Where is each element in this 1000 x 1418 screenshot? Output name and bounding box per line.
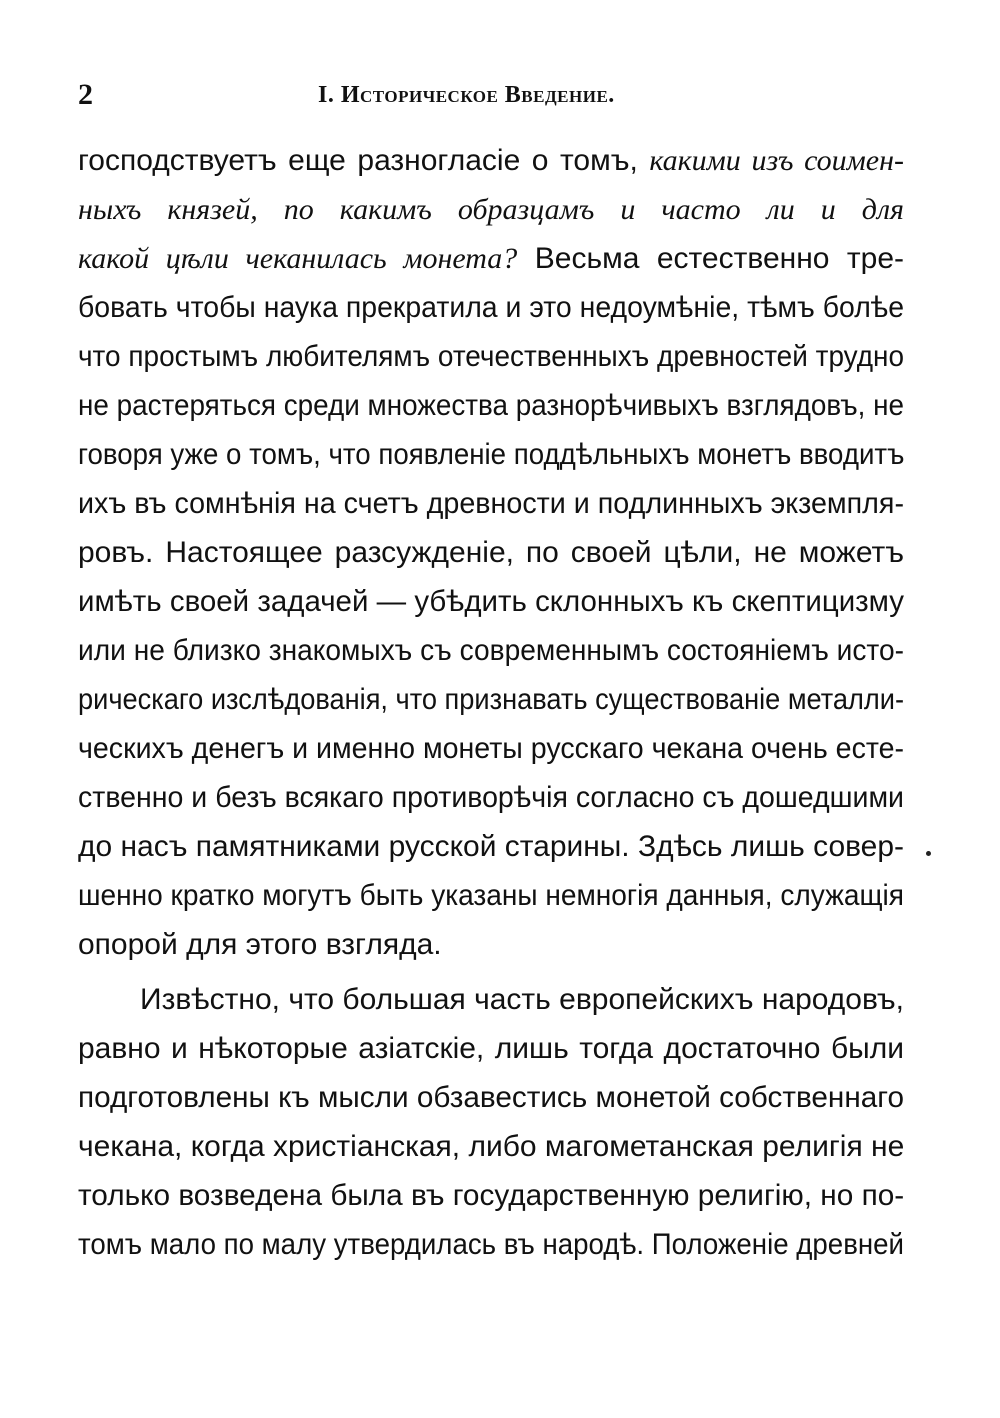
text-line xyxy=(78,626,904,675)
text-line xyxy=(78,1220,904,1269)
body-text xyxy=(78,136,904,1269)
text-line xyxy=(78,577,904,626)
text-line xyxy=(78,1171,904,1220)
text-run: господствуетъ еще разногласіе о томъ, xyxy=(78,144,650,177)
text-run: имѣть своей задачей — убѣдить склонныхъ къ скептицизму xyxy=(78,585,904,618)
paragraph xyxy=(78,969,904,1269)
text-run: подготовлены къ мысли обзавестись монетой собственнаго xyxy=(78,1081,904,1114)
text-run: или не близко знакомыхъ съ современнымъ состояніемъ исто- xyxy=(78,634,904,667)
ink-speck xyxy=(926,851,931,856)
text-run: опорой для этого взгляда. xyxy=(78,928,442,961)
text-line xyxy=(78,1073,904,1122)
text-run: Весьма естественно тре- xyxy=(517,242,904,275)
text-line xyxy=(78,871,904,920)
text-line xyxy=(78,724,904,773)
text-run: томъ мало по малу утвердилась въ народѣ. Положеніе древней xyxy=(78,1228,904,1261)
italic-phrase: какой цѣли чеканилась монета? xyxy=(78,242,518,275)
text-line xyxy=(78,920,904,969)
text-run: ственно и безъ всякаго противорѣчія согласно съ дошедшими xyxy=(78,781,904,814)
text-run: Извѣстно, что большая часть европейскихъ народовъ, xyxy=(140,983,904,1016)
page-number: 2 xyxy=(78,78,93,111)
text-line xyxy=(78,283,904,332)
text-run: ровъ. Настоящее разсужденіе, по своей цѣли, не можетъ xyxy=(78,536,904,569)
running-head xyxy=(78,78,908,118)
text-run: только возведена была въ государственную религію, но по- xyxy=(78,1179,905,1212)
text-run: не растеряться среди множества разнорѣчивыхъ взглядовъ, не xyxy=(78,389,904,422)
section-title: I. Историческое Введение. xyxy=(318,82,615,108)
text-line xyxy=(78,381,904,430)
text-line xyxy=(78,528,904,577)
text-run: шенно кратко могутъ быть указаны немногія данныя, служащія xyxy=(78,879,904,912)
text-line xyxy=(78,185,904,234)
text-line xyxy=(78,822,904,871)
text-run: равно и нѣкоторые азіатскіе, лишь тогда достаточно были xyxy=(78,1032,904,1065)
text-line xyxy=(78,332,904,381)
text-run: бовать чтобы наука прекратила и это недоумѣніе, тѣмъ болѣе xyxy=(78,291,904,324)
text-run: говоря уже о томъ, что появленіе поддѣльныхъ монетъ вводитъ xyxy=(78,438,905,471)
text-line xyxy=(78,773,904,822)
paragraph xyxy=(78,136,904,969)
text-run: рическаго изслѣдованія, что признавать существованіе металли- xyxy=(78,683,905,716)
text-line xyxy=(78,136,904,185)
italic-phrase: какими изъ соимен- xyxy=(649,144,904,177)
text-line xyxy=(78,675,904,724)
text-line xyxy=(78,430,904,479)
text-run: ихъ въ сомнѣнія на счетъ древности и подлинныхъ экземпля- xyxy=(78,487,904,520)
text-run: чекана, когда христіанская, либо магометанская религія не xyxy=(78,1130,905,1163)
text-run: что простымъ любителямъ отечественныхъ древностей трудно xyxy=(78,340,904,373)
text-line xyxy=(78,1122,904,1171)
text-line xyxy=(78,975,904,1024)
text-run: ческихъ денегъ и именно монеты русскаго чекана очень есте- xyxy=(78,732,905,765)
text-run: до насъ памятниками русской старины. Здѣсь лишь совер- xyxy=(78,830,904,863)
italic-phrase: ныхъ князей, по какимъ образцамъ и часто ли и для xyxy=(78,193,904,226)
text-line xyxy=(78,234,904,283)
text-line xyxy=(78,1024,904,1073)
text-line xyxy=(78,479,904,528)
